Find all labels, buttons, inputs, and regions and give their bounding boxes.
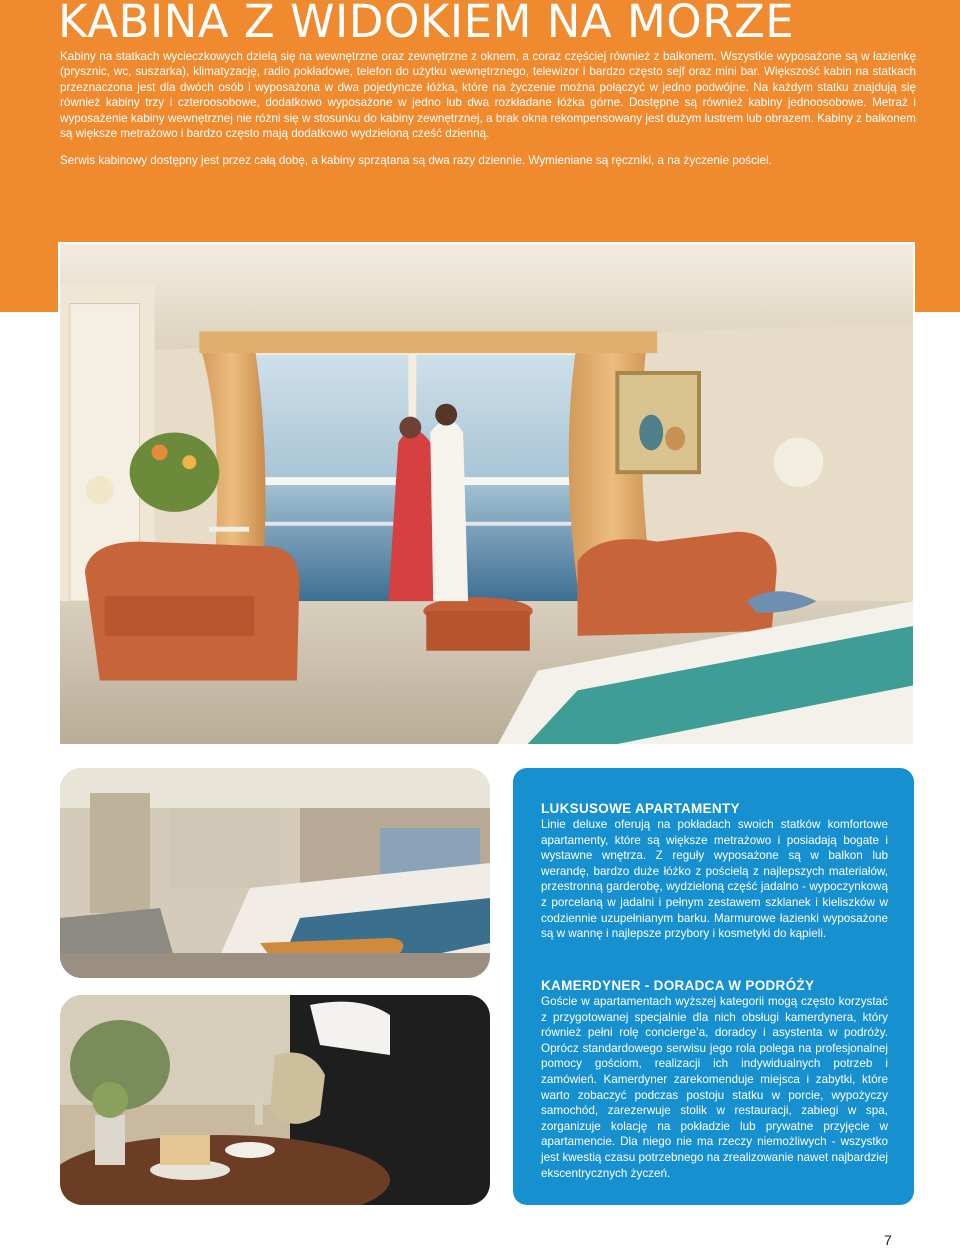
- intro-paragraph: Serwis kabinowy dostępny jest przez całą dobę, a kabiny sprzątana są dwa razy dziennie. Wymieniane są ręczniki, a na życzenie pościel.: [60, 154, 772, 168]
- luxury-suites-heading: LUKSUSOWE APARTAMENTY: [541, 801, 740, 816]
- intro-paragraph: Kabiny na statkach wycieczkowych dzielą się na wewnętrzne oraz zewnętrzne z oknem, a coraz częściej również z balkonem. Wszystkie wyposażone są w łazienkę (prysznic, wc, suszarka), klimatyzację, radio pokładowe, telefon do użytku wewnętrznego, telewizor i bardzo często sejf oraz mini bar. Większość kabin na statkach przeznaczona jest dla dwóch osób i wyposażona w dwa pojedyncze łóżka, które na życzenie można połączyć w jedno podwójne. Na każdym statku znajdują się również kabiny trzy i czteroosobowe, dodatkowo wyposażone w jedno lub dwa rozkładane łóżka górne. Dostępne są również kabiny jednoosobowe. Metraż i wyposażenie kabiny wewnętrznej nie różni się w stosunku do kabiny zewnętrznej, a brak okna rekompensowany jest dużym lustrem lub obrazem. Kabiny z balkonem są większe metrażowo i bardzo często mają dodatkowo wydzieloną cześć dzienną.: [60, 50, 916, 141]
- butler-text: Goście w apartamentach wyższej kategorii mogą często korzystać z przygotowanej specjalnie dla nich obsługi kamerdynera, który również pełni rolę concierge’a, doradcy i asystenta w podróży. Oprócz standardowego serwisu jego rola polega na profesjonalnej pomocy gościom, realizacji ich indywidualnych potrzeb i zamówień. Kamerdyner zarekomenduje miejsca i zabytki, które warto zobaczyć podczas postoju statku w porcie, wypożyczy samochód, zarezerwuje stolik w restauracji, zabiegi w spa, zorganizuje kolację na pokładzie lub prywatne przyjęcie w apartamencie. Dla niego nie ma rzeczy niemożliwych - wszystko jest kwestią czasu potrzebnego na zrealizowanie nawet najbardziej ekscentrycznych życzeń.: [541, 995, 888, 1180]
- intro-text: [60, 49, 916, 169]
- cabin-photo: [58, 242, 915, 746]
- luxury-suites-text: Linie deluxe oferują na pokładach swoich statków komfortowe apartamenty, które są większe metrażowo i posiadają bogate i wystawne wnętrza. Z reguły wyposażone są w balkon lub werandę, bardzo duże łóżko z pościelą z najlepszych materiałów, przestronną garderobę, wydzieloną część jadalno - wypoczynkową z porcelaną w jadalni i pełnym zestawem szklanek i kieliszków w codziennie uzupełnianym barku. Marmurowe łazienki wyposażone są w wannę i najlepsze przybory i kosmetyki do kąpieli.: [541, 818, 888, 941]
- page-title: KABINA Z WIDOKIEM NA MORZE: [58, 0, 795, 48]
- butler-heading: KAMERDYNER - DORADCA W PODRÓŻY: [541, 978, 815, 993]
- suite-photo: [60, 768, 490, 978]
- page-number: 7: [884, 1232, 892, 1248]
- butler-photo: [60, 995, 490, 1205]
